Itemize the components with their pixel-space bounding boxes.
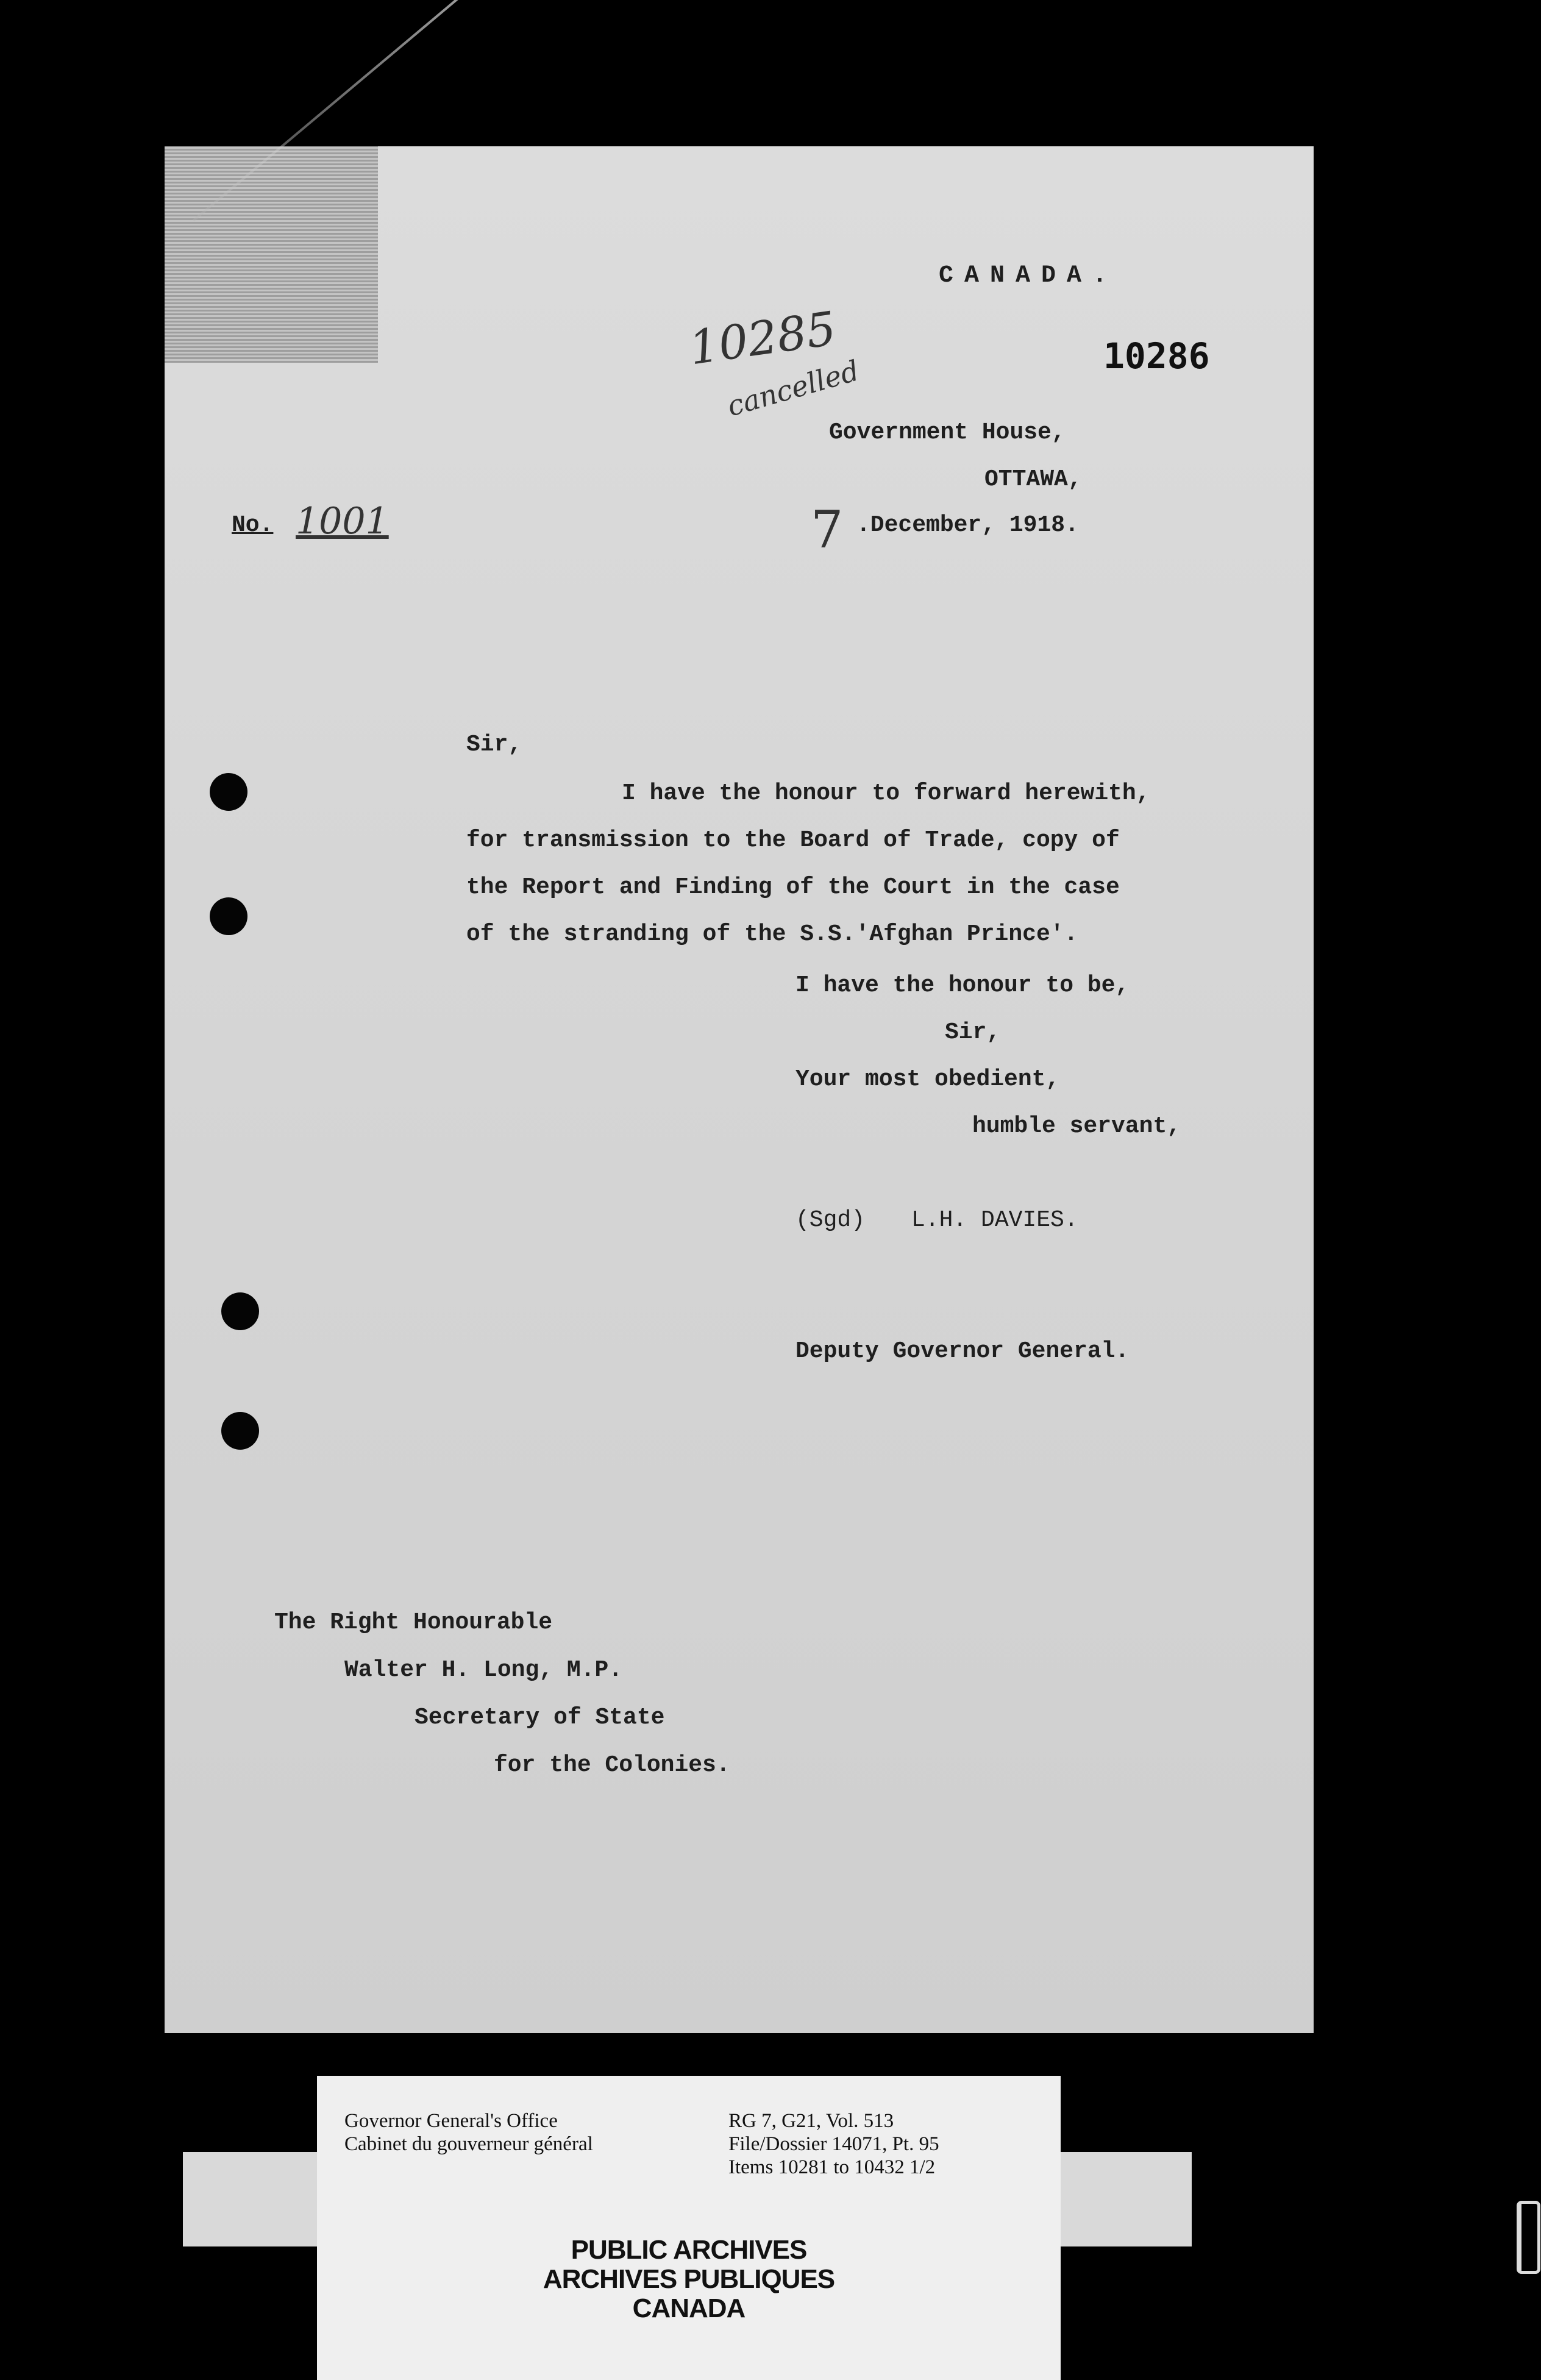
punch-hole	[210, 897, 247, 935]
closing-line-4: humble servant,	[972, 1113, 1181, 1139]
address-line-1: Government House,	[829, 419, 1066, 446]
office-name-fr: Cabinet du gouverneur général	[344, 2133, 593, 2155]
date-day-handwritten: 7	[811, 500, 844, 560]
closing-line-1: I have the honour to be,	[795, 972, 1130, 999]
archives-name-en: PUBLIC ARCHIVES	[571, 2235, 807, 2265]
letter-date: .December, 1918.	[856, 512, 1079, 538]
archive-ref-line-3: Items 10281 to 10432 1/2	[728, 2156, 936, 2178]
salutation: Sir,	[466, 732, 522, 758]
handwritten-note: cancelled	[723, 354, 863, 423]
addressee-line-1: The Right Honourable	[274, 1609, 553, 1636]
folded-corner	[165, 146, 378, 363]
reference-prefix: No.	[232, 512, 274, 538]
archive-ref-line-1: RG 7, G21, Vol. 513	[728, 2110, 894, 2132]
archive-label	[317, 2076, 1061, 2380]
addressee-line-3: Secretary of State	[415, 1705, 665, 1731]
film-edge-mark	[1517, 2201, 1540, 2274]
signature-name: L.H. DAVIES.	[911, 1207, 1078, 1233]
punch-hole	[221, 1292, 259, 1330]
archives-country: CANADA	[632, 2293, 746, 2323]
body-line-2: for transmission to the Board of Trade, copy of	[466, 827, 1120, 853]
body-line-1: I have the honour to forward herewith,	[622, 780, 1150, 807]
archives-name-fr: ARCHIVES PUBLIQUES	[543, 2264, 835, 2294]
letter-page	[165, 146, 1314, 2033]
closing-line-2: Sir,	[945, 1019, 1001, 1046]
reference-number: 1001	[296, 500, 389, 543]
address-line-2: OTTAWA,	[984, 466, 1082, 493]
signature-title: Deputy Governor General.	[795, 1338, 1130, 1364]
country-heading: CANADA.	[939, 262, 1119, 290]
handwritten-number: 10285	[685, 301, 839, 376]
label-tab-left	[183, 2152, 329, 2246]
closing-line-3: Your most obedient,	[795, 1066, 1060, 1092]
addressee-line-2: Walter H. Long, M.P.	[344, 1657, 623, 1683]
signature-prefix: (Sgd)	[795, 1207, 866, 1233]
punch-hole	[210, 773, 247, 811]
punch-hole	[221, 1412, 259, 1450]
stamp-number: 10286	[1103, 335, 1210, 377]
addressee-line-4: for the Colonies.	[494, 1752, 730, 1778]
label-tab-right	[1048, 2152, 1192, 2246]
office-name-en: Governor General's Office	[344, 2110, 558, 2132]
archive-ref-line-2: File/Dossier 14071, Pt. 95	[728, 2133, 939, 2155]
body-line-4: of the stranding of the S.S.'Afghan Prince'.	[466, 921, 1078, 947]
body-line-3: the Report and Finding of the Court in the case	[466, 874, 1120, 900]
